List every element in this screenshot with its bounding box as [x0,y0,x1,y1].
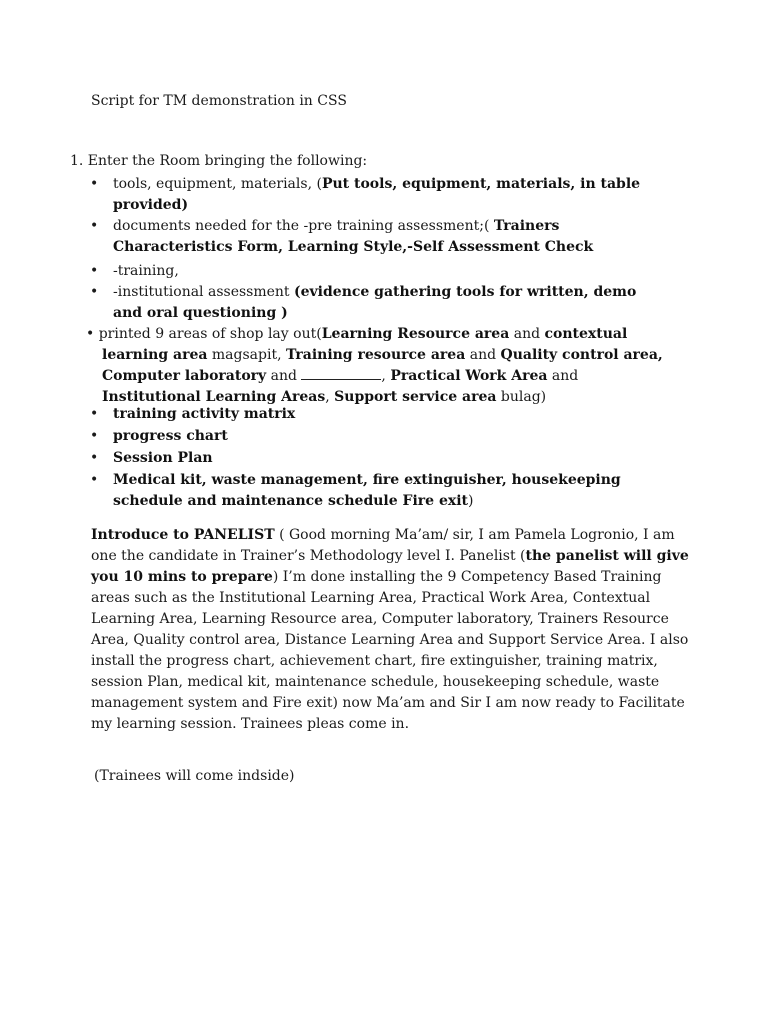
item-text: and [266,368,302,384]
intro-text: ) I’m done installing the 9 Competency Based Training areas such as the Institutional Learning Area, Practical Work Area, Contextual Learning Area, Learning Resource area, Computer laboratory, Trainers Resource Area, Quality control area, Distance Learning Area and Support Service Area. I also install the progress chart, achievement chart, fire extinguisher, training matrix, session Plan, medical kit, maintenance schedule, housekeeping schedule, waste management system and Fire exit) now Ma’am and Sir I am now ready to Facilitate my learning session. Trainees pleas come in. [91,569,689,732]
item-bold-text: Computer laboratory [102,368,267,384]
intro-heading: Introduce to PANELIST [91,527,275,543]
item-text: printed 9 areas of shop lay out( [98,326,322,342]
item-text: -training, [113,263,179,279]
item-bold-text: Support service area [334,389,497,405]
list-item [90,448,650,469]
item-bold-text: Learning Resource area [321,326,510,342]
item-bold-text: Institutional Learning Areas [102,389,326,405]
item-bold-text: training activity matrix [113,406,296,422]
intro-text: ( Good morning Ma’am/ sir, I am Pamela Logronio, I am one the candidate in Trainer’s Methodology level I. Panelist ( [91,527,675,564]
bullet-icon: • [90,428,99,444]
item-bold-text: Medical kit, waste management, fire extinguisher, housekeeping schedule and maintenance schedule Fire exit [113,472,621,509]
item-text: ) [467,493,474,509]
item-text: documents needed for the -pre training assessment;( [113,218,494,234]
item-bold-text: (evidence gathering tools for written, demo and oral questioning ) [113,284,637,321]
bullet-icon: • [90,218,99,234]
bullet-icon: • [90,284,99,300]
list-item [90,426,650,447]
item-text: and [465,347,501,363]
item-bold-text: Session Plan [113,450,213,466]
item-bold-text: contextual [544,326,628,342]
item-bold-text: Trainers Characteristics Form, Learning Style,-Self Assessment Check [113,218,594,255]
list-item [90,470,650,512]
item-text: and [509,326,545,342]
item-bold-text: progress chart [113,428,228,444]
item-text: , [325,389,335,405]
item-bold-text: Put tools, equipment, materials, in table provided) [113,176,641,213]
list-item [90,404,650,425]
intro-paragraph [91,525,691,735]
list-item [90,261,650,282]
document-title: Script for TM demonstration in CSS [91,93,347,109]
bullet-icon: • [90,176,99,192]
item-text: , [381,368,391,384]
item-text: -institutional assessment [113,284,295,300]
item-text: bulag) [496,389,547,405]
item-text: tools, equipment, materials, ( [113,176,322,192]
list-item [90,282,650,324]
list-item-shop-layout [86,324,676,408]
bullet-icon: • [86,326,95,342]
stage-note: (Trainees will come indside) [94,768,295,784]
list-item [90,216,650,258]
item-text: and [547,368,579,384]
bullet-icon: • [90,472,99,488]
bullet-icon: • [90,450,99,466]
list-item [90,174,650,216]
bullet-icon: • [90,406,99,422]
intro-bold-text: the panelist will give you 10 mins to prepare [91,548,689,585]
item-bold-text: learning area [102,347,208,363]
bullet-icon: • [90,263,99,279]
step-heading: 1. Enter the Room bringing the following: [70,153,368,169]
blank-line [301,367,381,380]
item-bold-text: Practical Work Area [390,368,548,384]
item-bold-text: Quality control area, [500,347,663,363]
item-text: magsapit, [207,347,286,363]
item-bold-text: Training resource area [285,347,466,363]
